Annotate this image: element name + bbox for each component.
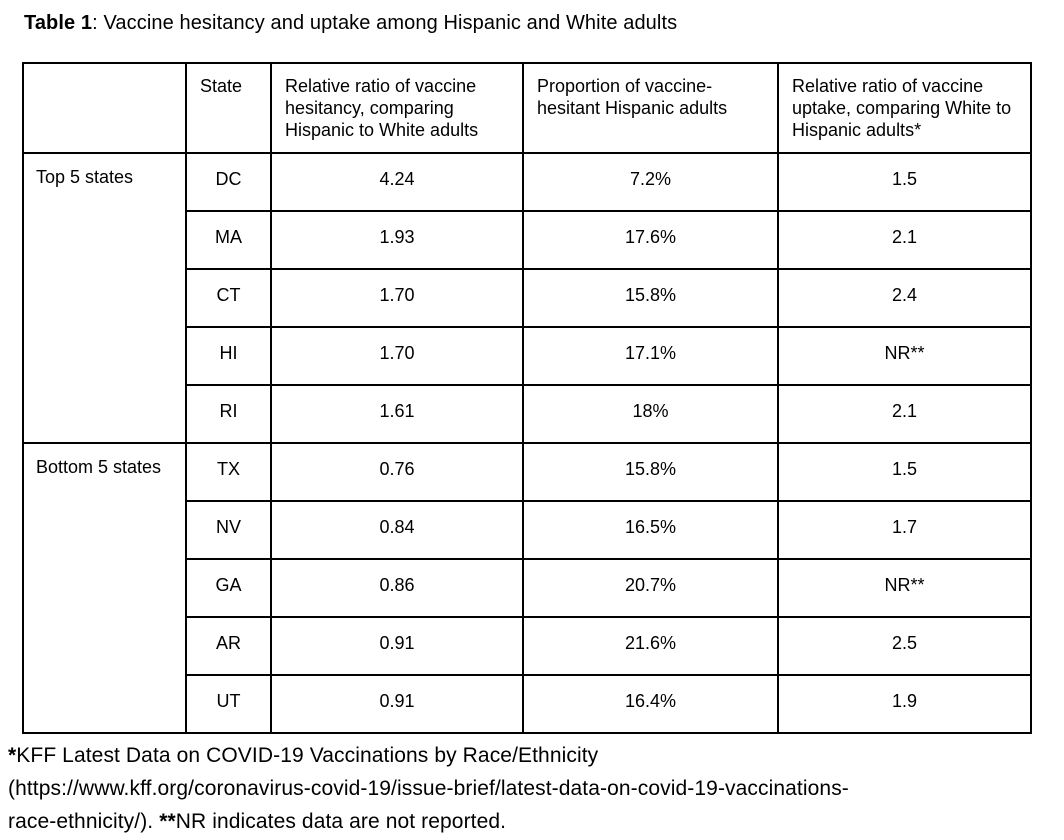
- uptake-ratio-cell: 2.1: [778, 385, 1031, 443]
- uptake-ratio-cell: NR**: [778, 327, 1031, 385]
- state-cell: UT: [186, 675, 271, 733]
- hesitancy-ratio-cell: 1.70: [271, 327, 523, 385]
- state-cell: HI: [186, 327, 271, 385]
- hesitant-proportion-cell: 7.2%: [523, 153, 778, 211]
- table-caption-text: : Vaccine hesitancy and uptake among Hispanic and White adults: [92, 12, 678, 34]
- hesitant-proportion-cell: 18%: [523, 385, 778, 443]
- hesitancy-ratio-cell: 4.24: [271, 153, 523, 211]
- hesitancy-ratio-cell: 0.91: [271, 675, 523, 733]
- footnote-line-2: (https://www.kff.org/coronavirus-covid-19/issue-brief/latest-data-on-covid-19-vaccinations-: [8, 777, 849, 800]
- footnote-line-3: [8, 805, 1064, 838]
- header-hesitant-proportion: Proportion of vaccine-hesitant Hispanic adults: [523, 63, 778, 153]
- state-cell: AR: [186, 617, 271, 675]
- header-group-empty: [23, 63, 186, 153]
- hesitant-proportion-cell: 16.5%: [523, 501, 778, 559]
- hesitant-proportion-cell: 17.1%: [523, 327, 778, 385]
- hesitancy-ratio-cell: 0.91: [271, 617, 523, 675]
- table-caption-label: Table 1: [24, 12, 93, 34]
- hesitant-proportion-cell: 20.7%: [523, 559, 778, 617]
- uptake-ratio-cell: 2.5: [778, 617, 1031, 675]
- header-hesitancy-ratio: Relative ratio of vaccine hesitancy, comparing Hispanic to White adults: [271, 63, 523, 153]
- hesitancy-ratio-cell: 1.70: [271, 269, 523, 327]
- hesitancy-ratio-cell: 0.84: [271, 501, 523, 559]
- header-row: [23, 63, 1031, 153]
- uptake-ratio-cell: 1.9: [778, 675, 1031, 733]
- state-cell: GA: [186, 559, 271, 617]
- hesitancy-ratio-cell: 0.86: [271, 559, 523, 617]
- footnote-double-asterisk: **: [159, 810, 176, 833]
- uptake-ratio-cell: NR**: [778, 559, 1031, 617]
- data-table: [22, 62, 1032, 734]
- footnote-nr-text: NR indicates data are not reported.: [175, 810, 507, 833]
- state-cell: NV: [186, 501, 271, 559]
- footnote-url-end: race-ethnicity/).: [8, 810, 160, 833]
- header-state: State: [186, 63, 271, 153]
- footnote-line-1: [8, 739, 1064, 772]
- uptake-ratio-cell: 1.7: [778, 501, 1031, 559]
- header-uptake-ratio: Relative ratio of vaccine uptake, comparing White to Hispanic adults*: [778, 63, 1031, 153]
- hesitancy-ratio-cell: 1.93: [271, 211, 523, 269]
- hesitancy-ratio-cell: 0.76: [271, 443, 523, 501]
- hesitant-proportion-cell: 15.8%: [523, 269, 778, 327]
- footnote: [8, 739, 1064, 838]
- hesitant-proportion-cell: 21.6%: [523, 617, 778, 675]
- state-cell: MA: [186, 211, 271, 269]
- uptake-ratio-cell: 1.5: [778, 153, 1031, 211]
- table-row: [23, 153, 1031, 211]
- hesitant-proportion-cell: 16.4%: [523, 675, 778, 733]
- footnote-asterisk: *: [8, 744, 17, 767]
- hesitant-proportion-cell: 17.6%: [523, 211, 778, 269]
- group-label-bottom5: Bottom 5 states: [23, 443, 186, 733]
- hesitant-proportion-cell: 15.8%: [523, 443, 778, 501]
- hesitancy-ratio-cell: 1.61: [271, 385, 523, 443]
- uptake-ratio-cell: 2.1: [778, 211, 1031, 269]
- table-row: [23, 443, 1031, 501]
- page: [0, 10, 1064, 840]
- state-cell: RI: [186, 385, 271, 443]
- group-label-top5: Top 5 states: [23, 153, 186, 443]
- state-cell: DC: [186, 153, 271, 211]
- uptake-ratio-cell: 1.5: [778, 443, 1031, 501]
- state-cell: CT: [186, 269, 271, 327]
- uptake-ratio-cell: 2.4: [778, 269, 1031, 327]
- table-caption: [24, 10, 1064, 36]
- state-cell: TX: [186, 443, 271, 501]
- footnote-source-text: KFF Latest Data on COVID-19 Vaccinations by Race/Ethnicity: [16, 744, 599, 767]
